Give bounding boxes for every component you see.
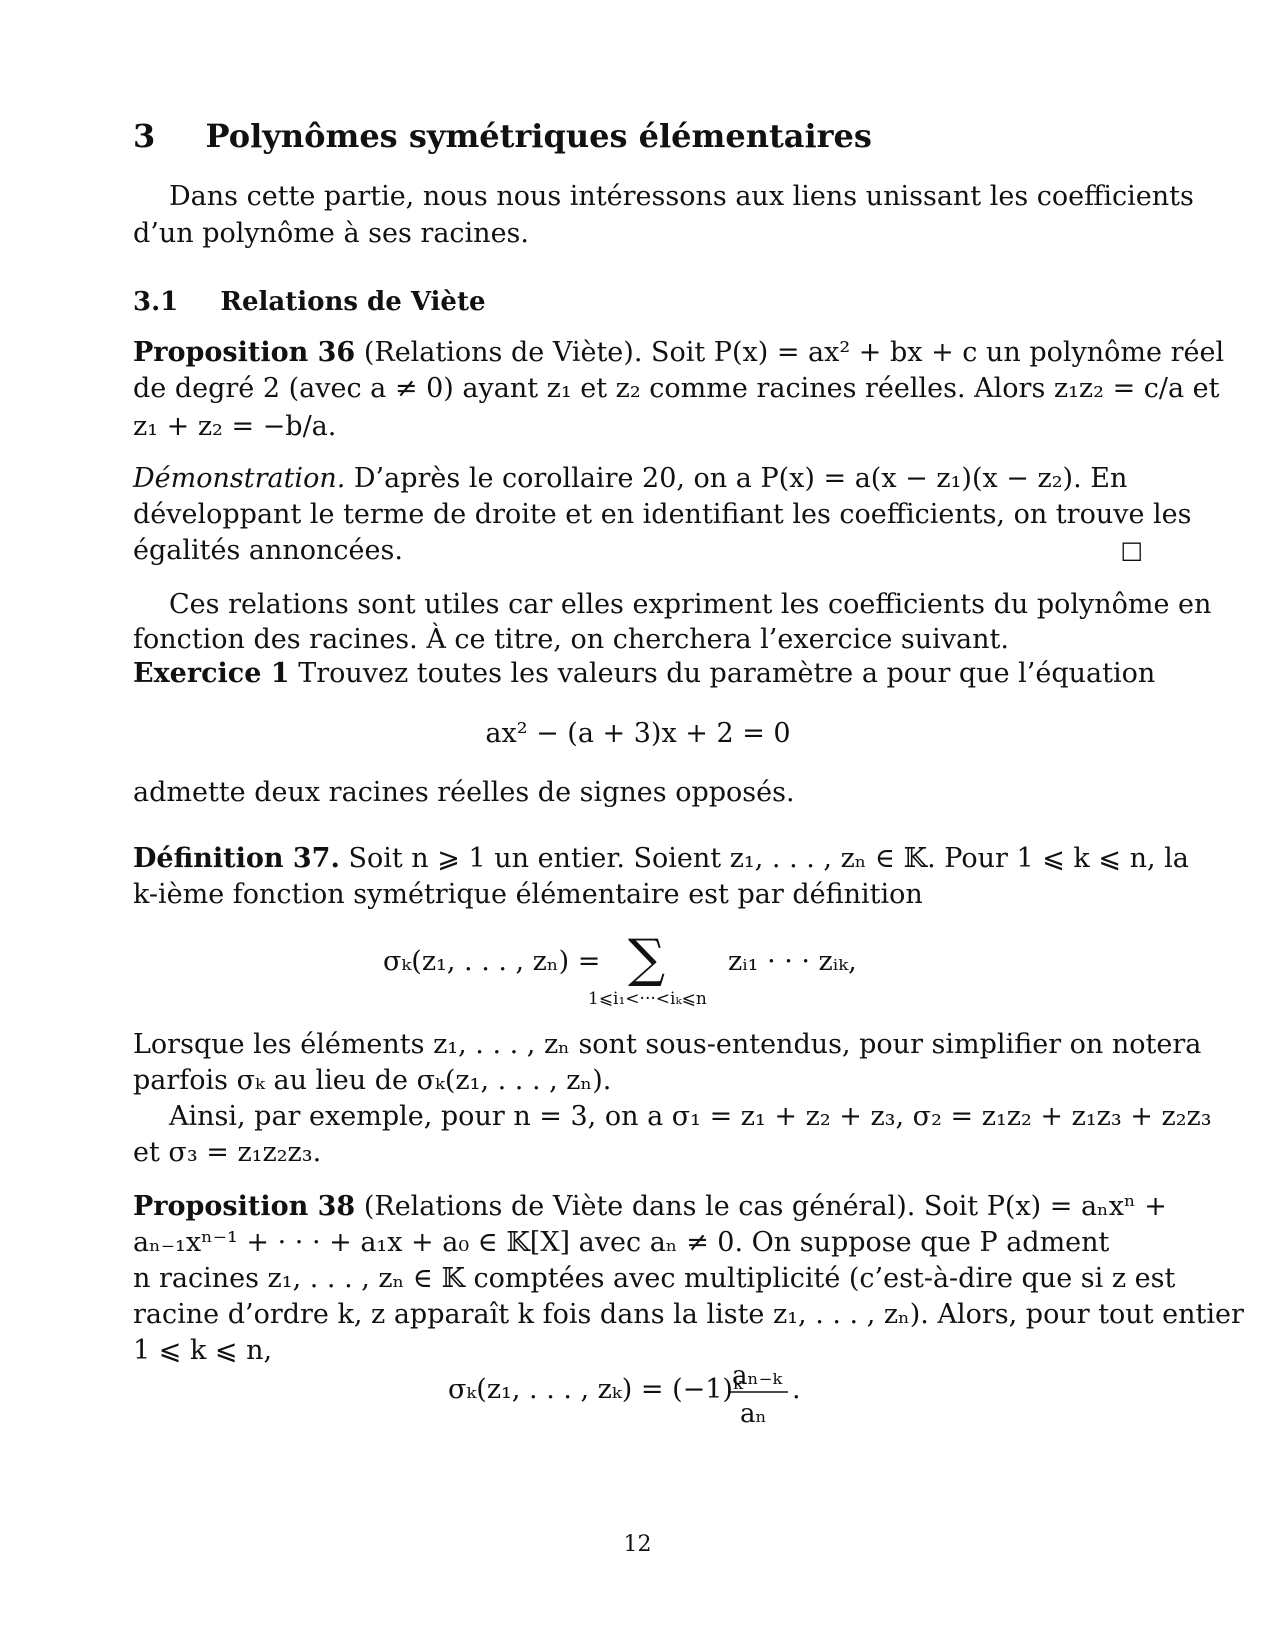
page-number: 12 — [623, 1532, 652, 1557]
prop36-label: Proposition 36 — [133, 337, 356, 368]
subsection-title: Relations de Viète — [220, 287, 486, 317]
qed-symbol: □ — [1120, 536, 1143, 564]
proof-line-3 — [133, 532, 1143, 569]
section-number: 3 — [133, 117, 156, 155]
prop36-line-1 — [133, 334, 1225, 371]
def37-line-2: k-ième fonction symétrique élémentaire est par définition — [133, 879, 923, 910]
prop38-formula — [448, 1356, 928, 1436]
subsection-heading — [133, 284, 1143, 321]
def37-label: Définition 37. — [133, 843, 340, 874]
prop38-formula-end: . — [792, 1374, 801, 1405]
proof-text-3: égalités annoncées. — [133, 535, 403, 566]
example-line-2: et σ₃ = z₁z₂z₃. — [133, 1137, 322, 1168]
sum-symbol: ∑ — [628, 929, 666, 989]
prop36-line-2: de degré 2 (avec a ≠ 0) ayant z₁ et z₂ comme racines réelles. Alors z₁z₂ = c/a et — [133, 373, 1220, 404]
prop38-formula-lhs: σₖ(z₁, . . . , zₖ) = (−1)ᵏ — [448, 1374, 743, 1405]
prop38-line-4: racine d’ordre k, z apparaît k fois dans la liste z₁, . . . , zₙ). Alors, pour tout entier — [133, 1299, 1244, 1330]
section-heading — [133, 118, 1143, 155]
def37-formula-rhs: zᵢ₁ · · · zᵢₖ, — [728, 946, 857, 977]
example-line-1: Ainsi, par exemple, pour n = 3, on a σ₁ = z₁ + z₂ + z₃, σ₂ = z₁z₂ + z₁z₃ + z₂z₃ — [169, 1101, 1212, 1132]
def37-formula — [383, 930, 903, 1020]
remark-line-1: Lorsque les éléments z₁, . . . , zₙ sont sous-entendus, pour simplifier on notera — [133, 1029, 1202, 1060]
proof-text-1: D’après le corollaire 20, on a P(x) = a(x − z₁)(x − z₂). En — [353, 463, 1128, 494]
prop38-label: Proposition 38 — [133, 1191, 356, 1222]
def37-line-1 — [133, 840, 1189, 877]
paragraph-line-1: Ces relations sont utiles car elles expriment les coefficients du polynôme en — [169, 589, 1212, 620]
def37-text-1: Soit n ⩾ 1 un entier. Soient z₁, . . . , zₙ ∈ 𝕂. Pour 1 ⩽ k ⩽ n, la — [348, 843, 1189, 874]
prop36-line-3: z₁ + z₂ = −b/a. — [133, 411, 337, 442]
prop38-line-1 — [133, 1188, 1167, 1225]
def37-formula-lhs: σₖ(z₁, . . . , zₙ) = — [383, 946, 601, 977]
prop38-line-3: n racines z₁, . . . , zₙ ∈ 𝕂 comptées avec multiplicité (c’est-à-dire que si z est — [133, 1263, 1176, 1294]
exercise-after: admette deux racines réelles de signes opposés. — [133, 777, 795, 808]
exercise-text: Trouvez toutes les valeurs du paramètre a pour que l’équation — [298, 658, 1156, 689]
proof-label: Démonstration. — [133, 463, 346, 494]
exercise-line — [133, 655, 1156, 692]
remark-line-2: parfois σₖ au lieu de σₖ(z₁, . . . , zₙ). — [133, 1065, 612, 1096]
exercise-equation: ax² − (a + 3)x + 2 = 0 — [485, 718, 791, 749]
intro-line-1: Dans cette partie, nous nous intéressons aux liens unissant les coefficients — [169, 181, 1194, 212]
prop36-text-1: (Relations de Viète). Soit P(x) = ax² + bx + c un polynôme réel — [363, 337, 1225, 368]
proof-line-2: développant le terme de droite et en identifiant les coefficients, on trouve les — [133, 499, 1192, 530]
def37-formula-sub: 1⩽i₁<···<iₖ⩽n — [588, 989, 707, 1009]
exercise-label: Exercice 1 — [133, 658, 290, 689]
prop38-line-5: 1 ⩽ k ⩽ n, — [133, 1335, 273, 1366]
prop38-line-2: aₙ₋₁xⁿ⁻¹ + · · · + a₁x + a₀ ∈ 𝕂[X] avec aₙ ≠ 0. On suppose que P adment — [133, 1227, 1110, 1258]
prop38-text-1: (Relations de Viète dans le cas général). Soit P(x) = aₙxⁿ + — [363, 1191, 1167, 1222]
section-title: Polynômes symétriques élémentaires — [205, 117, 872, 155]
proof-line-1 — [133, 460, 1143, 497]
prop38-formula-den: aₙ — [740, 1399, 767, 1429]
prop38-formula-num: aₙ₋ₖ — [732, 1361, 782, 1391]
intro-line-2: d’un polynôme à ses racines. — [133, 218, 529, 249]
paragraph-line-2: fonction des racines. À ce titre, on cherchera l’exercice suivant. — [133, 624, 1009, 655]
subsection-number: 3.1 — [133, 287, 179, 317]
